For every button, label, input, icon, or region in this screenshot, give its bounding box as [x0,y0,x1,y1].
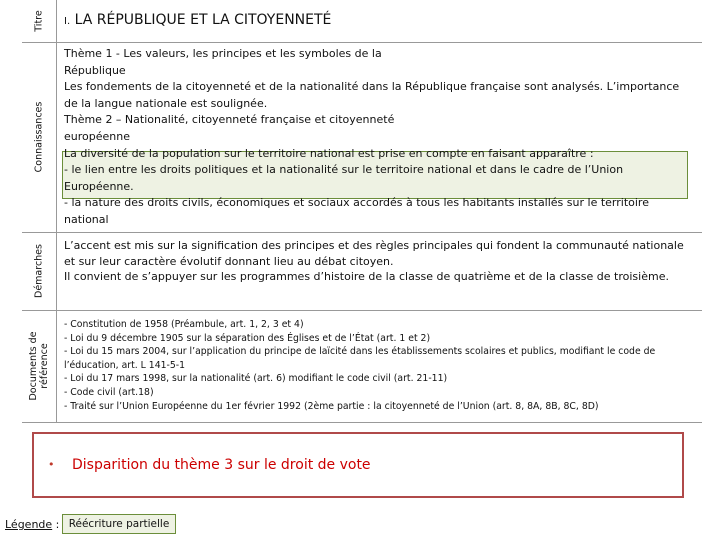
label-titre: Titre [33,10,45,32]
label-cell-demarches [22,232,57,310]
removed-theme-box [32,432,684,498]
label-connaissances: Connaissances [33,101,45,173]
connaissances-line: Thème 1 - Les valeurs, les principes et les symboles de la [64,47,382,60]
documents-line: l’éducation, art. L 141-5-1 [64,359,186,371]
page-title [64,12,331,28]
documents-line: - Loi du 9 décembre 1905 sur la séparation des Églises et de l’État (art. 1 et 2) [64,332,431,344]
connaissances-line: République [64,63,126,77]
demarches-text [64,238,694,285]
row-connaissances [22,42,702,233]
label-documents-line2: référence [39,343,50,389]
connaissances-text [64,46,694,229]
removed-theme-text: Disparition du thème 3 sur le droit de vote [72,457,371,473]
connaissances-line: Européenne. [64,179,134,193]
documents-line: - Traité sur l’Union Européenne du 1er février 1992 (2ème partie : la citoyenneté de l’Union (art. 8, 8A, 8B, 8C, 8D) [64,400,599,412]
connaissances-line: - la nature des droits civils, économiques et sociaux accordés à tous les habitants installés sur le territoire [64,196,649,210]
legend-label-text: Légende [5,518,53,531]
demarches-line: Il convient de s’appuyer sur les programmes d’histoire de la classe de quatrième et de la classe de troisième. [64,270,669,283]
documents-line: - Loi du 17 mars 1998, sur la nationalité (art. 6) modifiant le code civil (art. 21-11) [64,373,448,385]
label-documents-line1: Documents de [28,331,39,401]
connaissances-line: Thème 2 – Nationalité, citoyenneté française et citoyenneté [64,113,395,127]
label-cell-documents [22,310,57,422]
demarches-line: et sur leur caractère évolutif donnant lieu au débat citoyen. [64,254,394,268]
legend-separator: : [52,518,60,531]
documents-line: - Constitution de 1958 (Préambule, art. 1, 2, 3 et 4) [64,319,304,330]
connaissances-line: - le lien entre les droits politiques et la nationalité sur le territoire national et dans le cadre de l’Union [64,163,624,177]
connaissances-line: Les fondements de la citoyenneté et de la nationalité dans la République française sont analysés. L’importance [64,80,680,94]
bullet-icon: • [48,458,55,471]
label-cell-connaissances [22,42,57,232]
connaissances-line: de la langue nationale est soulignée. [64,96,268,110]
documents-text [64,318,694,413]
legend-swatch-partial-rewrite: Réécriture partielle [62,514,176,534]
title-text: LA RÉPUBLIQUE ET LA CITOYENNETÉ [74,12,332,28]
label-demarches: Démarches [33,244,45,298]
documents-line: - Loi du 15 mars 2004, sur l’application du principe de laïcité dans les établissements scolaires et publics, modifiant le code de [64,346,656,358]
connaissances-line: national [64,212,109,226]
label-documents [28,331,50,400]
documents-line: - Code civil (art.18) [64,386,154,398]
label-cell-titre [22,0,57,42]
row-demarches [22,232,702,311]
program-table [22,0,702,422]
row-titre [22,0,702,43]
connaissances-line: La diversité de la population sur le territoire national est prise en compte en faisant apparaître : [64,146,594,160]
title-numeral: I. [64,16,71,27]
legend-label [5,518,59,531]
connaissances-line: européenne [64,129,130,143]
demarches-line: L’accent est mis sur la signification des principes et des règles principales qui fondent la communauté nationale [64,239,684,252]
row-documents [22,310,702,423]
